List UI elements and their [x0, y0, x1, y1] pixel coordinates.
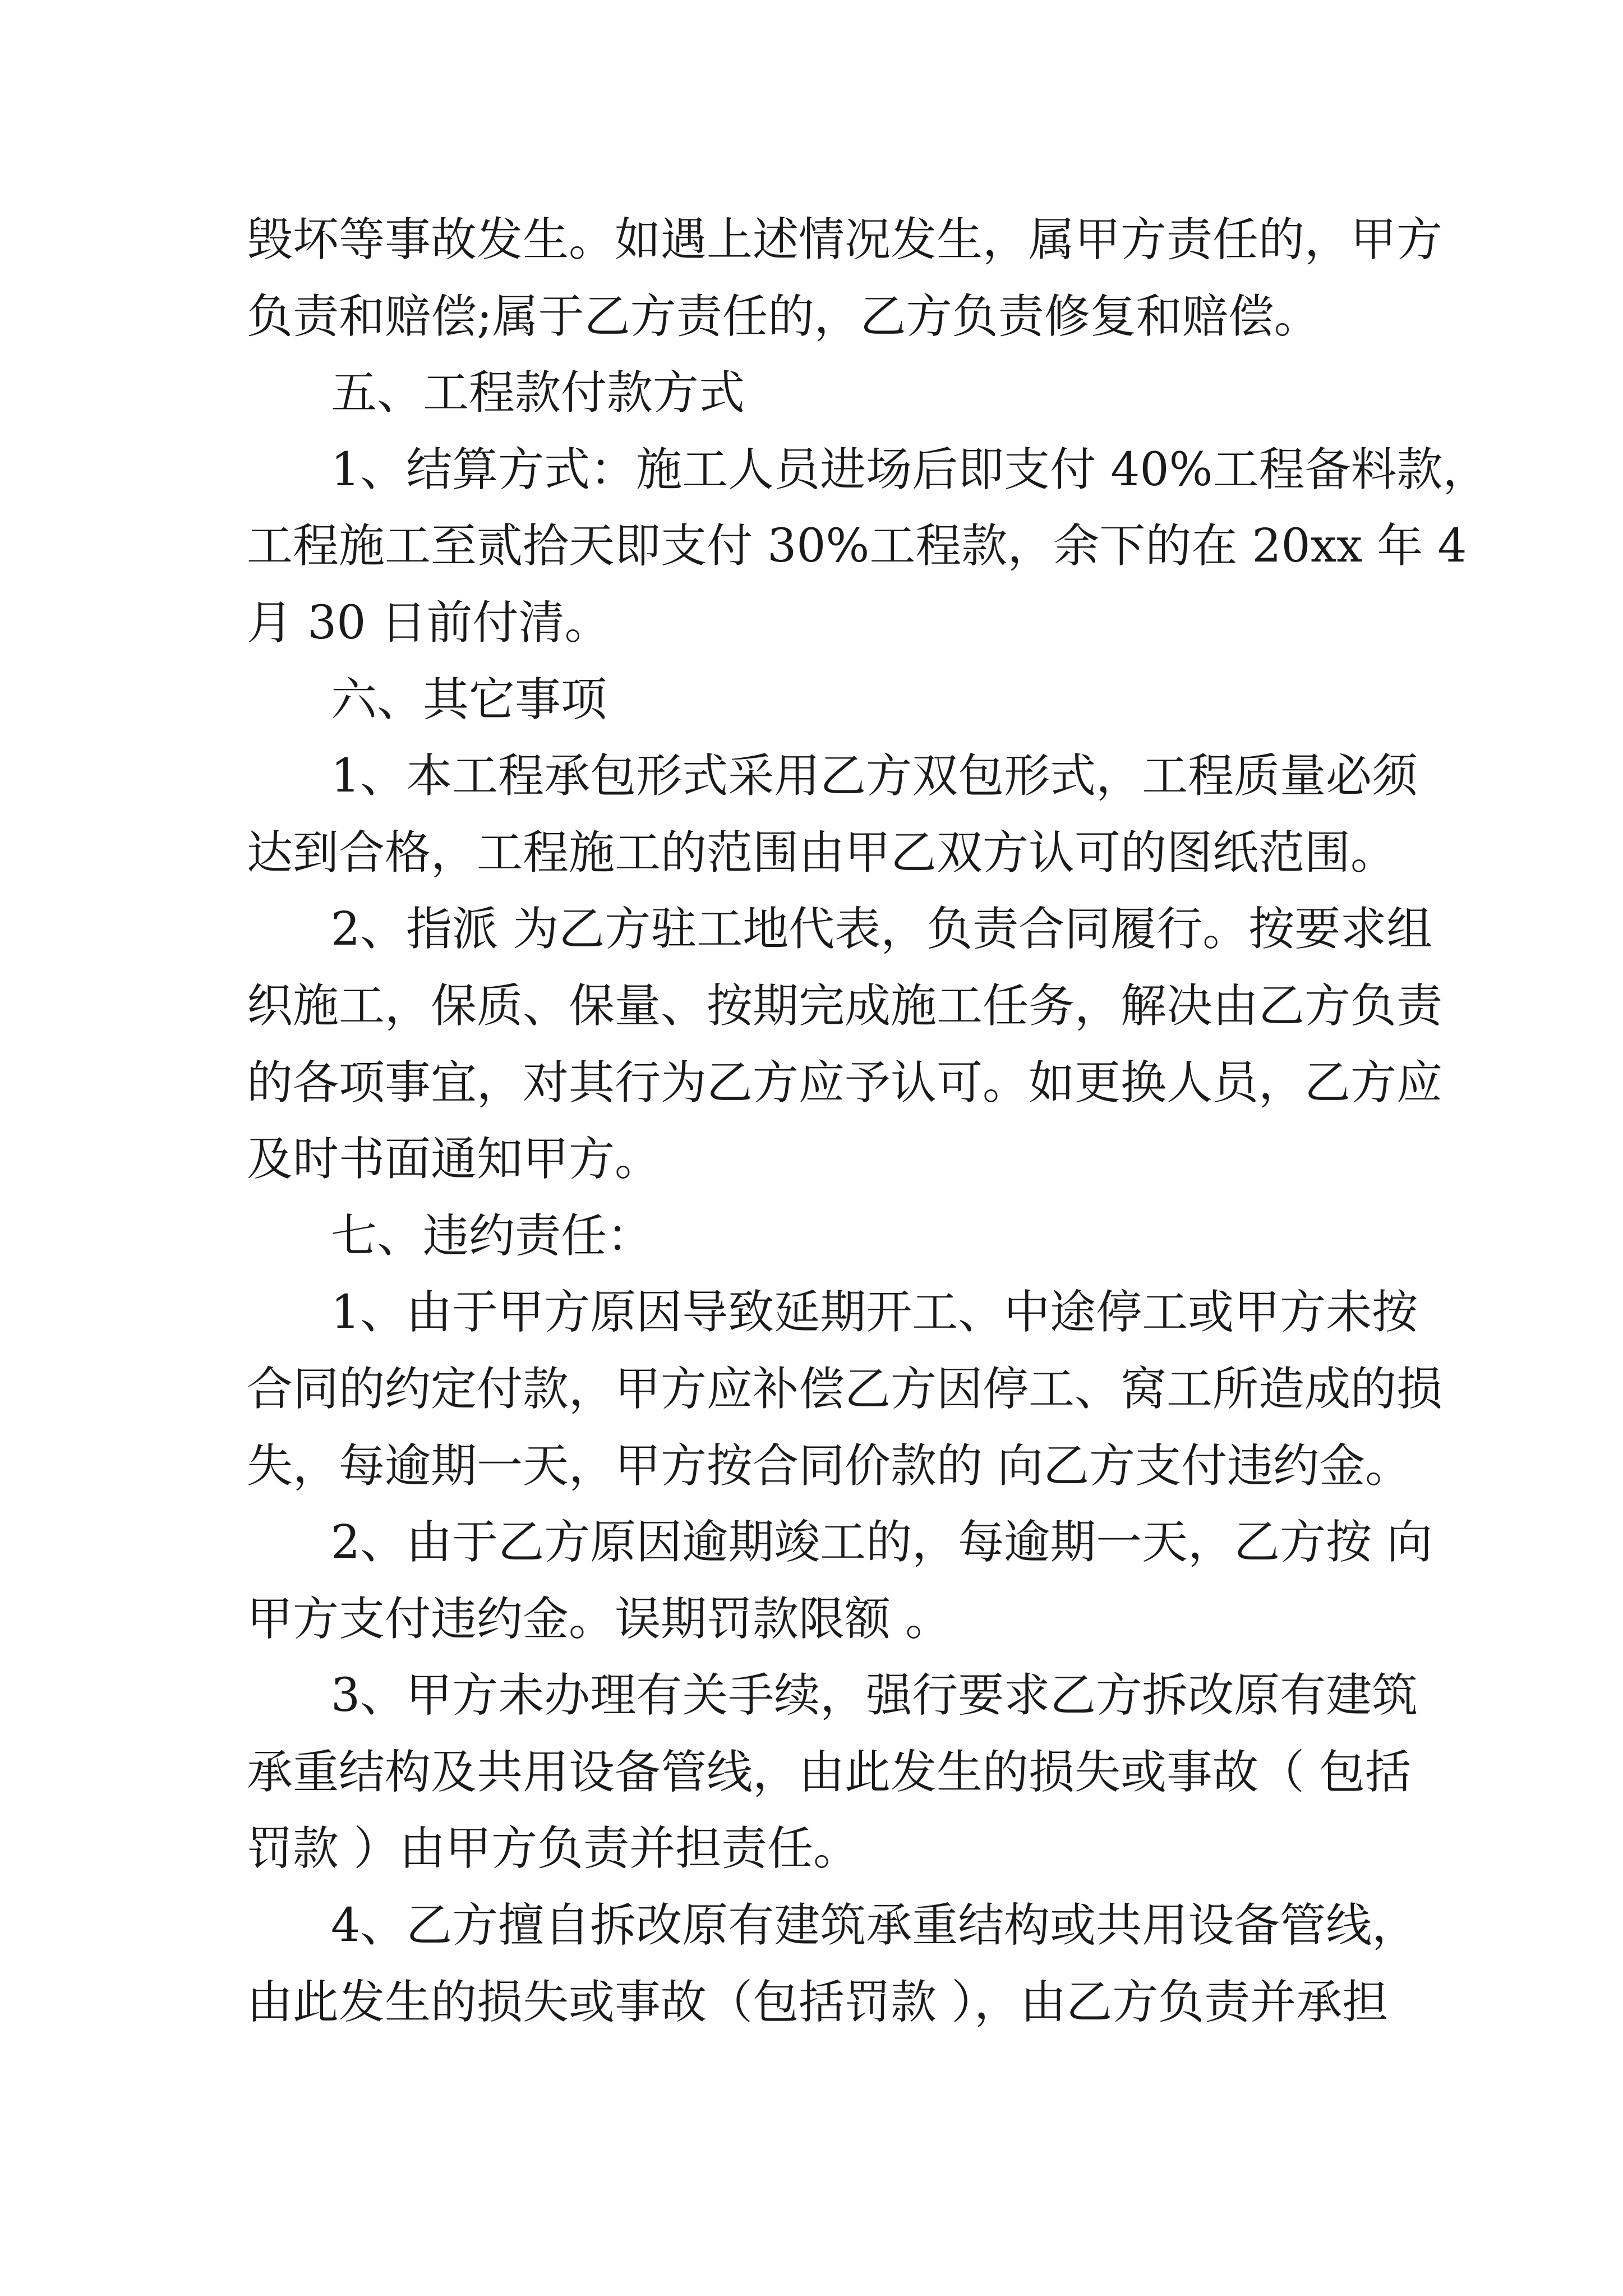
- text-line: 甲方支付违约金。误期罚款限额 。: [247, 1592, 952, 1646]
- text-line: 2、由于乙方原因逾期竣工的，每逾期一天，乙方按 向: [331, 1516, 1433, 1570]
- text-line: 3、甲方未办理有关手续，强行要求乙方拆改原有建筑: [331, 1669, 1418, 1723]
- text-line: 罚款 ）由甲方负责并担责任。: [247, 1822, 860, 1876]
- document-body: [247, 202, 1489, 2041]
- text-line: 失，每逾期一天，甲方按合同价款的 向乙方支付违约金。: [247, 1439, 1412, 1493]
- text-line: 2、指派 为乙方驻工地代表，负责合同履行。按要求组: [331, 903, 1433, 956]
- text-line: 月 30 日前付清。: [247, 596, 611, 650]
- text-line: 1、结算方式：施工人员进场后即支付 40%工程备料款，: [331, 443, 1489, 496]
- section-heading: 七、违约责任：: [331, 1209, 653, 1263]
- text-line: 毁坏等事故发生。如遇上述情况发生，属甲方责任的，甲方: [247, 213, 1443, 266]
- text-line: 由此发生的损失或事故（包括罚款 ），由乙方负责并承担: [247, 1975, 1389, 2029]
- text-line: 的各项事宜，对其行为乙方应予认可。如更换人员，乙方应: [247, 1056, 1443, 1110]
- text-line: 负责和赔偿;属于乙方责任的，乙方负责修复和赔偿。: [247, 289, 1320, 343]
- section-heading: 六、其它事项: [331, 673, 607, 726]
- text-line: 1、由于甲方原因导致延期开工、中途停工或甲方未按: [331, 1286, 1418, 1340]
- text-line: 4、乙方擅自拆改原有建筑承重结构或共用设备管线，: [331, 1899, 1418, 1953]
- text-line: 及时书面通知甲方。: [247, 1133, 661, 1186]
- text-line: 1、本工程承包形式采用乙方双包形式，工程质量必须: [331, 749, 1418, 803]
- section-heading: 五、工程款付款方式: [331, 366, 745, 420]
- text-line: 承重结构及共用设备管线，由此发生的损失或事故（ 包括: [247, 1745, 1412, 1799]
- text-line: 工程施工至贰拾天即支付 30%工程款，余下的在 20xx 年 4: [247, 519, 1467, 573]
- text-line: 织施工，保质、保量、按期完成施工任务，解决由乙方负责: [247, 979, 1443, 1033]
- text-line: 达到合格，工程施工的范围由甲乙双方认可的图纸范围。: [247, 826, 1397, 880]
- text-line: 合同的约定付款，甲方应补偿乙方因停工、窝工所造成的损: [247, 1362, 1443, 1416]
